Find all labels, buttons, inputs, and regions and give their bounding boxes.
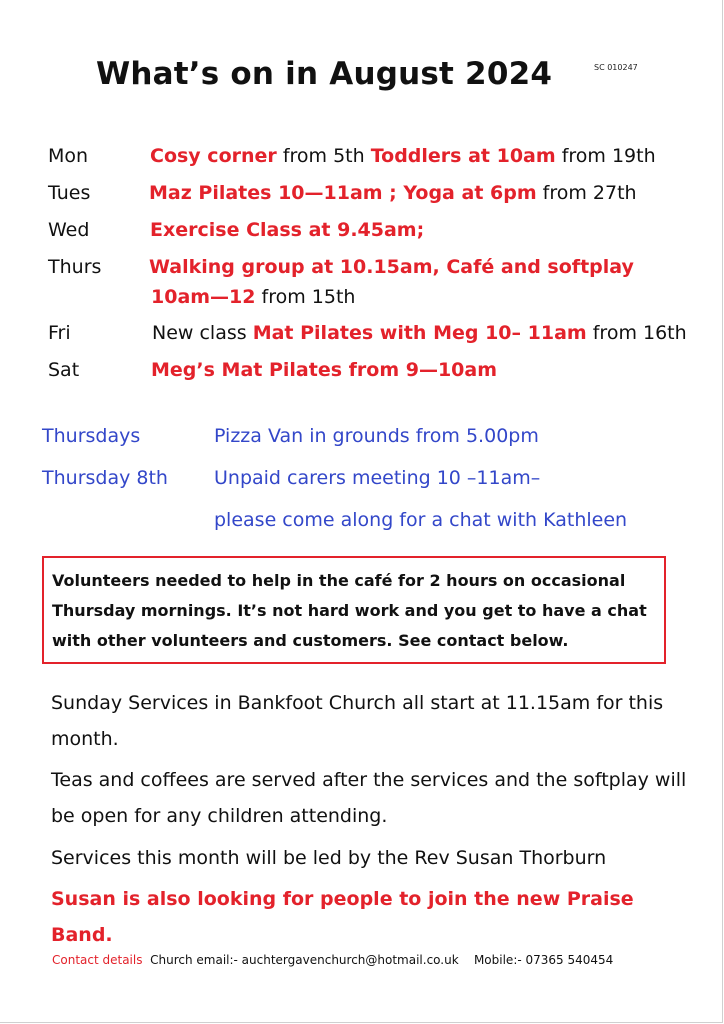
activity-part: 10am—12 (151, 286, 256, 308)
event-text-chat-kathleen: please come along for a chat with Kathleen (214, 509, 628, 531)
activity-part: Exercise Class at 9.45am; (150, 219, 425, 241)
event-label-thursdays: Thursdays (42, 425, 141, 447)
activity-part: Toddlers at 10am (370, 145, 556, 167)
schedule-day-thurs: Thurs (48, 256, 102, 278)
services-led-by-text: Services this month will be led by the Rev Susan Thorburn (51, 847, 607, 869)
event-label-thursday-8th: Thursday 8th (42, 467, 168, 489)
activity-part: from 27th (536, 182, 637, 204)
activity-part: Walking group at 10.15am, Café and softplay (149, 256, 634, 278)
contact-mobile: Mobile:- 07365 540454 (473, 953, 614, 967)
activity-part: from 19th (555, 145, 656, 167)
schedule-activity-mon (150, 145, 656, 167)
schedule-day-fri: Fri (48, 322, 71, 344)
charity-reference: SC 010247 (594, 63, 638, 72)
schedule-activity-tues (149, 182, 637, 204)
activity-part: from 16th (586, 322, 687, 344)
schedule-day-sat: Sat (48, 359, 80, 381)
activity-part: Maz Pilates 10—11am ; Yoga at 6pm (149, 182, 537, 204)
teas-coffees-text: Teas and coffees are served after the services and the softplay will be open for any children attending. (51, 769, 687, 827)
schedule-activity-fri (152, 322, 687, 344)
schedule-day-tues: Tues (48, 182, 91, 204)
event-text-carers-meeting: Unpaid carers meeting 10 –11am– (214, 467, 541, 489)
event-text-pizza-van: Pizza Van in grounds from 5.00pm (214, 425, 539, 447)
schedule-activity-wed (150, 219, 424, 241)
activity-part: Meg’s Mat Pilates from 9—10am (151, 359, 498, 381)
activity-part: Mat Pilates with Meg 10– 11am (252, 322, 587, 344)
activity-part: New class (152, 322, 253, 344)
schedule-activity-thurs-line1 (149, 256, 634, 278)
schedule-activity-sat (151, 359, 497, 381)
schedule-day-wed: Wed (48, 219, 90, 241)
praise-band-text: Susan is also looking for people to join the new Praise Band. (51, 888, 634, 946)
page-title: What’s on in August 2024 (96, 56, 553, 92)
contact-label: Contact details (52, 953, 143, 967)
contact-email: Church email:- auchtergavenchurch@hotmail.co.uk (150, 953, 459, 967)
schedule-activity-thurs-line2 (151, 286, 355, 308)
contact-details (52, 953, 613, 967)
activity-part: from 5th (276, 145, 371, 167)
schedule-day-mon: Mon (48, 145, 89, 167)
volunteers-text: Volunteers needed to help in the café for 2 hours on occasional Thursday mornings. It’s not hard work and you get to have a chat with other volunteers and customers. See contact below. (52, 571, 647, 650)
activity-part: from 15th (255, 286, 356, 308)
volunteers-notice (42, 556, 666, 664)
activity-part: Cosy corner (150, 145, 277, 167)
sunday-services-text: Sunday Services in Bankfoot Church all start at 11.15am for this month. (51, 692, 664, 750)
